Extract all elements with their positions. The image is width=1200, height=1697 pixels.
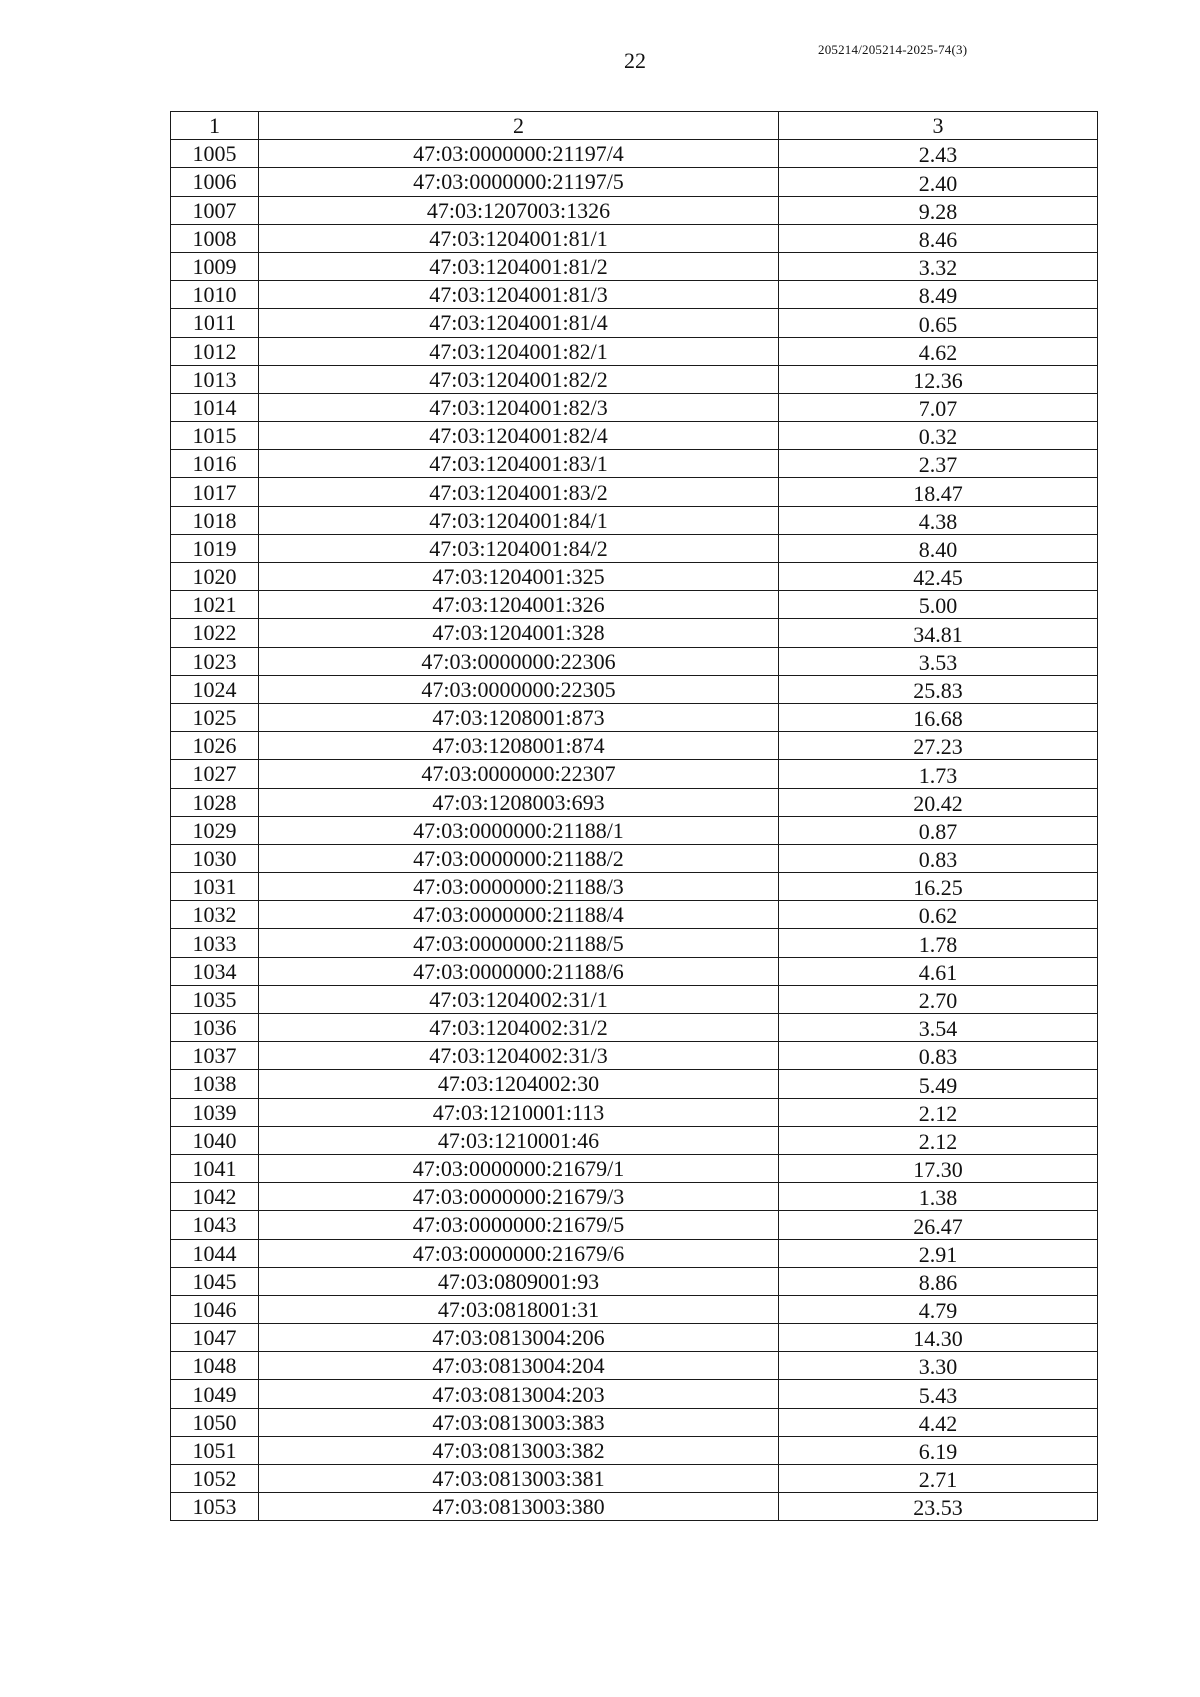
row-number-cell: 1045 <box>171 1267 259 1295</box>
cadastral-number-cell: 47:03:0000000:21679/6 <box>259 1239 779 1267</box>
value-cell: 0.83 <box>779 1042 1098 1070</box>
cadastral-number-cell: 47:03:0813003:383 <box>259 1408 779 1436</box>
table-row <box>171 196 1098 224</box>
cadastral-number-cell: 47:03:1204001:84/2 <box>259 534 779 562</box>
value-cell: 0.87 <box>779 816 1098 844</box>
table-row <box>171 1239 1098 1267</box>
value-cell: 18.47 <box>779 478 1098 506</box>
cadastral-number-cell: 47:03:1204001:81/3 <box>259 281 779 309</box>
column-header-3: 3 <box>779 112 1098 140</box>
row-number-cell: 1052 <box>171 1465 259 1493</box>
value-cell: 2.40 <box>779 168 1098 196</box>
row-number-cell: 1033 <box>171 929 259 957</box>
table-row <box>171 957 1098 985</box>
row-number-cell: 1032 <box>171 901 259 929</box>
row-number-cell: 1043 <box>171 1211 259 1239</box>
table-row <box>171 1014 1098 1042</box>
table-row <box>171 675 1098 703</box>
value-cell: 9.28 <box>779 196 1098 224</box>
value-cell: 4.42 <box>779 1408 1098 1436</box>
cadastral-number-cell: 47:03:0000000:22305 <box>259 675 779 703</box>
value-cell: 8.40 <box>779 534 1098 562</box>
cadastral-number-cell: 47:03:1204001:82/2 <box>259 365 779 393</box>
cadastral-number-cell: 47:03:1204001:83/2 <box>259 478 779 506</box>
row-number-cell: 1047 <box>171 1324 259 1352</box>
column-header-2: 2 <box>259 112 779 140</box>
value-cell: 0.62 <box>779 901 1098 929</box>
table-row <box>171 816 1098 844</box>
row-number-cell: 1006 <box>171 168 259 196</box>
row-number-cell: 1024 <box>171 675 259 703</box>
value-cell: 5.49 <box>779 1070 1098 1098</box>
row-number-cell: 1018 <box>171 506 259 534</box>
row-number-cell: 1051 <box>171 1436 259 1464</box>
row-number-cell: 1009 <box>171 252 259 280</box>
row-number-cell: 1011 <box>171 309 259 337</box>
cadastral-number-cell: 47:03:1204001:325 <box>259 563 779 591</box>
row-number-cell: 1046 <box>171 1295 259 1323</box>
row-number-cell: 1012 <box>171 337 259 365</box>
cadastral-number-cell: 47:03:0813003:380 <box>259 1493 779 1521</box>
cadastral-number-cell: 47:03:1204002:30 <box>259 1070 779 1098</box>
table-row <box>171 1295 1098 1323</box>
value-cell: 2.71 <box>779 1465 1098 1493</box>
table-row <box>171 929 1098 957</box>
value-cell: 17.30 <box>779 1154 1098 1182</box>
value-cell: 14.30 <box>779 1324 1098 1352</box>
cadastral-number-cell: 47:03:0000000:21679/5 <box>259 1211 779 1239</box>
table-row <box>171 901 1098 929</box>
table-header-row <box>171 112 1098 140</box>
table-row <box>171 619 1098 647</box>
value-cell: 2.37 <box>779 450 1098 478</box>
table-row <box>171 393 1098 421</box>
value-cell: 0.32 <box>779 422 1098 450</box>
row-number-cell: 1042 <box>171 1183 259 1211</box>
row-number-cell: 1029 <box>171 816 259 844</box>
cadastral-number-cell: 47:03:0000000:22307 <box>259 760 779 788</box>
row-number-cell: 1041 <box>171 1154 259 1182</box>
value-cell: 5.43 <box>779 1380 1098 1408</box>
table-row <box>171 1352 1098 1380</box>
row-number-cell: 1005 <box>171 140 259 168</box>
table-row <box>171 703 1098 731</box>
row-number-cell: 1048 <box>171 1352 259 1380</box>
table-row <box>171 591 1098 619</box>
value-cell: 3.53 <box>779 647 1098 675</box>
value-cell: 26.47 <box>779 1211 1098 1239</box>
table-row <box>171 281 1098 309</box>
value-cell: 4.79 <box>779 1295 1098 1323</box>
table-row <box>171 252 1098 280</box>
row-number-cell: 1036 <box>171 1014 259 1042</box>
value-cell: 4.62 <box>779 337 1098 365</box>
value-cell: 42.45 <box>779 563 1098 591</box>
value-cell: 27.23 <box>779 732 1098 760</box>
row-number-cell: 1008 <box>171 224 259 252</box>
row-number-cell: 1015 <box>171 422 259 450</box>
cadastral-number-cell: 47:03:1204001:82/4 <box>259 422 779 450</box>
row-number-cell: 1037 <box>171 1042 259 1070</box>
table-row <box>171 1267 1098 1295</box>
table-row <box>171 309 1098 337</box>
value-cell: 20.42 <box>779 788 1098 816</box>
table-row <box>171 873 1098 901</box>
data-table-container <box>170 111 1097 1521</box>
cadastral-number-cell: 47:03:0000000:21197/5 <box>259 168 779 196</box>
table-row <box>171 844 1098 872</box>
cadastral-number-cell: 47:03:1204002:31/2 <box>259 1014 779 1042</box>
table-row <box>171 365 1098 393</box>
cadastral-number-cell: 47:03:0000000:21188/6 <box>259 957 779 985</box>
value-cell: 8.49 <box>779 281 1098 309</box>
row-number-cell: 1022 <box>171 619 259 647</box>
row-number-cell: 1040 <box>171 1126 259 1154</box>
row-number-cell: 1017 <box>171 478 259 506</box>
table-row <box>171 168 1098 196</box>
value-cell: 1.78 <box>779 929 1098 957</box>
value-cell: 34.81 <box>779 619 1098 647</box>
table-row <box>171 1042 1098 1070</box>
value-cell: 16.25 <box>779 873 1098 901</box>
cadastral-number-cell: 47:03:0000000:21188/3 <box>259 873 779 901</box>
value-cell: 2.91 <box>779 1239 1098 1267</box>
cadastral-number-cell: 47:03:1204001:82/1 <box>259 337 779 365</box>
row-number-cell: 1023 <box>171 647 259 675</box>
cadastral-number-cell: 47:03:1207003:1326 <box>259 196 779 224</box>
row-number-cell: 1034 <box>171 957 259 985</box>
cadastral-number-cell: 47:03:1204001:81/1 <box>259 224 779 252</box>
cadastral-number-cell: 47:03:0000000:21188/1 <box>259 816 779 844</box>
row-number-cell: 1039 <box>171 1098 259 1126</box>
document-code: 205214/205214-2025-74(3) <box>818 42 968 57</box>
table-row <box>171 224 1098 252</box>
table-row <box>171 140 1098 168</box>
cadastral-number-cell: 47:03:1204001:83/1 <box>259 450 779 478</box>
value-cell: 2.70 <box>779 985 1098 1013</box>
table-row <box>171 760 1098 788</box>
value-cell: 4.38 <box>779 506 1098 534</box>
table-row <box>171 506 1098 534</box>
value-cell: 2.12 <box>779 1126 1098 1154</box>
cadastral-number-cell: 47:03:0813004:204 <box>259 1352 779 1380</box>
value-cell: 4.61 <box>779 957 1098 985</box>
table-row <box>171 337 1098 365</box>
cadastral-number-cell: 47:03:1204001:328 <box>259 619 779 647</box>
row-number-cell: 1053 <box>171 1493 259 1521</box>
table-row <box>171 732 1098 760</box>
row-number-cell: 1007 <box>171 196 259 224</box>
value-cell: 25.83 <box>779 675 1098 703</box>
table-row <box>171 1154 1098 1182</box>
cadastral-number-cell: 47:03:1204001:84/1 <box>259 506 779 534</box>
table-row <box>171 985 1098 1013</box>
data-table <box>170 111 1098 1521</box>
value-cell: 5.00 <box>779 591 1098 619</box>
cadastral-number-cell: 47:03:1204001:82/3 <box>259 393 779 421</box>
row-number-cell: 1038 <box>171 1070 259 1098</box>
table-row <box>171 478 1098 506</box>
value-cell: 0.83 <box>779 844 1098 872</box>
table-row <box>171 1465 1098 1493</box>
cadastral-number-cell: 47:03:0000000:21197/4 <box>259 140 779 168</box>
row-number-cell: 1028 <box>171 788 259 816</box>
value-cell: 6.19 <box>779 1436 1098 1464</box>
cadastral-number-cell: 47:03:1210001:46 <box>259 1126 779 1154</box>
value-cell: 23.53 <box>779 1493 1098 1521</box>
table-row <box>171 788 1098 816</box>
value-cell: 0.65 <box>779 309 1098 337</box>
page-number: 22 <box>624 48 646 73</box>
value-cell: 3.32 <box>779 252 1098 280</box>
cadastral-number-cell: 47:03:0000000:21679/3 <box>259 1183 779 1211</box>
cadastral-number-cell: 47:03:1204001:326 <box>259 591 779 619</box>
cadastral-number-cell: 47:03:0818001:31 <box>259 1295 779 1323</box>
table-row <box>171 422 1098 450</box>
value-cell: 3.30 <box>779 1352 1098 1380</box>
table-row <box>171 534 1098 562</box>
column-header-1: 1 <box>171 112 259 140</box>
row-number-cell: 1013 <box>171 365 259 393</box>
table-row <box>171 1070 1098 1098</box>
value-cell: 2.43 <box>779 140 1098 168</box>
row-number-cell: 1019 <box>171 534 259 562</box>
cadastral-number-cell: 47:03:0813003:382 <box>259 1436 779 1464</box>
value-cell: 2.12 <box>779 1098 1098 1126</box>
value-cell: 8.46 <box>779 224 1098 252</box>
table-row <box>171 1493 1098 1521</box>
value-cell: 8.86 <box>779 1267 1098 1295</box>
row-number-cell: 1044 <box>171 1239 259 1267</box>
cadastral-number-cell: 47:03:0000000:21188/2 <box>259 844 779 872</box>
table-row <box>171 1324 1098 1352</box>
cadastral-number-cell: 47:03:0813004:206 <box>259 1324 779 1352</box>
table-body <box>171 140 1098 1521</box>
table-row <box>171 1183 1098 1211</box>
table-row <box>171 563 1098 591</box>
row-number-cell: 1031 <box>171 873 259 901</box>
table-row <box>171 1098 1098 1126</box>
row-number-cell: 1014 <box>171 393 259 421</box>
row-number-cell: 1016 <box>171 450 259 478</box>
table-row <box>171 450 1098 478</box>
cadastral-number-cell: 47:03:0000000:21188/4 <box>259 901 779 929</box>
cadastral-number-cell: 47:03:1204002:31/1 <box>259 985 779 1013</box>
table-row <box>171 647 1098 675</box>
table-row <box>171 1380 1098 1408</box>
table-row <box>171 1408 1098 1436</box>
table-row <box>171 1211 1098 1239</box>
row-number-cell: 1030 <box>171 844 259 872</box>
value-cell: 12.36 <box>779 365 1098 393</box>
row-number-cell: 1025 <box>171 703 259 731</box>
row-number-cell: 1020 <box>171 563 259 591</box>
row-number-cell: 1050 <box>171 1408 259 1436</box>
cadastral-number-cell: 47:03:0000000:21679/1 <box>259 1154 779 1182</box>
value-cell: 3.54 <box>779 1014 1098 1042</box>
value-cell: 16.68 <box>779 703 1098 731</box>
cadastral-number-cell: 47:03:1204001:81/2 <box>259 252 779 280</box>
cadastral-number-cell: 47:03:1210001:113 <box>259 1098 779 1126</box>
cadastral-number-cell: 47:03:0813003:381 <box>259 1465 779 1493</box>
cadastral-number-cell: 47:03:0000000:21188/5 <box>259 929 779 957</box>
row-number-cell: 1026 <box>171 732 259 760</box>
row-number-cell: 1010 <box>171 281 259 309</box>
row-number-cell: 1049 <box>171 1380 259 1408</box>
cadastral-number-cell: 47:03:1204001:81/4 <box>259 309 779 337</box>
cadastral-number-cell: 47:03:1208001:873 <box>259 703 779 731</box>
cadastral-number-cell: 47:03:1208001:874 <box>259 732 779 760</box>
row-number-cell: 1035 <box>171 985 259 1013</box>
row-number-cell: 1021 <box>171 591 259 619</box>
value-cell: 1.38 <box>779 1183 1098 1211</box>
cadastral-number-cell: 47:03:0813004:203 <box>259 1380 779 1408</box>
value-cell: 7.07 <box>779 393 1098 421</box>
row-number-cell: 1027 <box>171 760 259 788</box>
cadastral-number-cell: 47:03:0809001:93 <box>259 1267 779 1295</box>
value-cell: 1.73 <box>779 760 1098 788</box>
cadastral-number-cell: 47:03:1204002:31/3 <box>259 1042 779 1070</box>
cadastral-number-cell: 47:03:1208003:693 <box>259 788 779 816</box>
table-row <box>171 1436 1098 1464</box>
cadastral-number-cell: 47:03:0000000:22306 <box>259 647 779 675</box>
table-row <box>171 1126 1098 1154</box>
